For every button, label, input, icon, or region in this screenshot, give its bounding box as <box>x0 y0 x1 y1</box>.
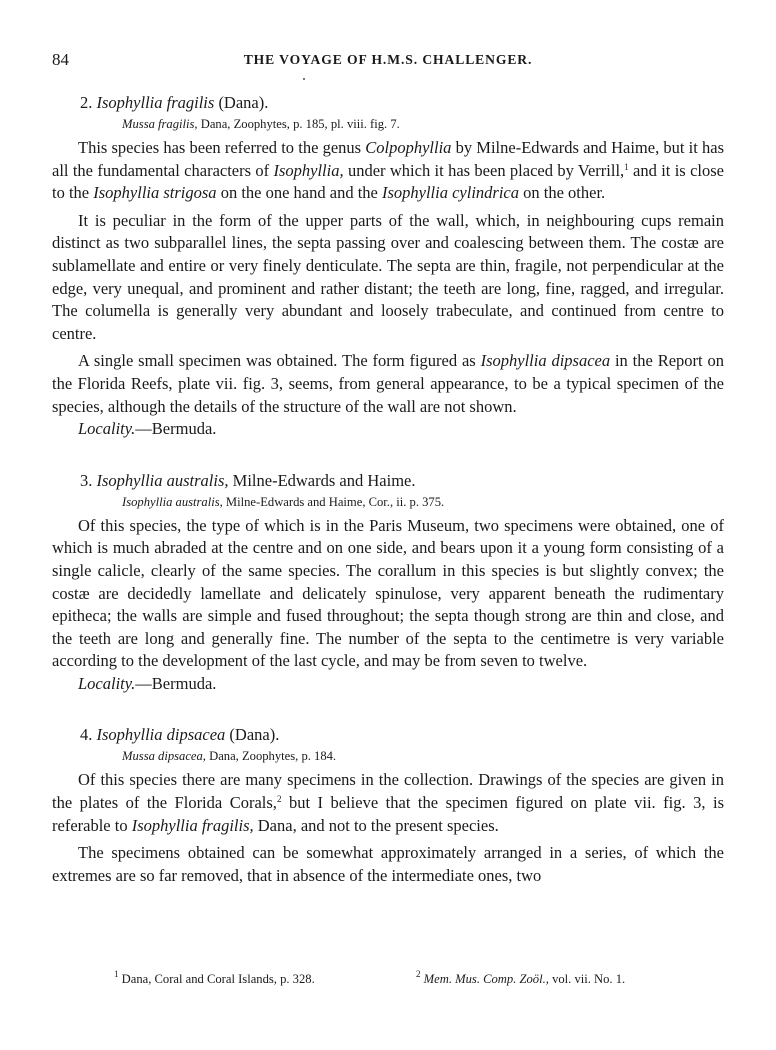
running-head <box>52 50 724 72</box>
running-title: THE VOYAGE OF H.M.S. CHALLENGER. <box>243 52 533 67</box>
page-body <box>52 92 724 887</box>
paragraph: It is peculiar in the form of the upper parts of the wall, which, in neighbouring cups remain distinct as two subparallel lines, the septa passing over and coalescing between them. The costæ are sublamellate and entire or very finely denticulate. The septa are thin, fragile, not perpendicular at the edge, very unequal, and prominent and rather distant; the teeth are long, fine, ragged, and irregular. The columella is generally very abundant and loosely trabeculate, and continued from centre to centre. <box>52 210 724 343</box>
species-heading-dipsacea: 4. Isophyllia dipsacea (Dana). <box>80 725 280 745</box>
paragraph: A single small specimen was obtained. The form figured as Isophyllia dipsacea in the Report on the Florida Reefs, plate vii. fig. 3, seems, from general appearance, to be a typical specimen of the species, although the details of the structure of the wall are not shown. <box>52 351 724 416</box>
locality-line: Locality.—Bermuda. <box>78 673 217 693</box>
species-heading-fragilis: 2. Isophyllia fragilis (Dana). <box>80 93 269 112</box>
footnote-ref: 2 <box>276 794 282 805</box>
paragraph: Of this species, the type of which is in the Paris Museum, two specimens were obtained, one of which is much abraded at the centre and on one side, and bears upon it a young form consisting of a single calicle, clearly of the same species. The corallum in this species is but slightly convex; the costæ are decidedly lamellate and delicately spinulose, very apparent beneath the rudimentary epitheca; the walls are simple and fused throughout; the septa though strong are thin and close, and the teeth are long and generally fine. The number of the septa to the centimetre is very variable according to the development of the last cycle, and may be from seven to twelve. <box>52 515 724 671</box>
page-number: 84 <box>52 50 69 69</box>
synonym-line: Mussa fragilis, Dana, Zoophytes, p. 185, pl. viii. fig. 7. <box>122 117 400 131</box>
locality-line: Locality.—Bermuda. <box>78 419 217 439</box>
species-heading-australis: 3. Isophyllia australis, Milne-Edwards and Haime. <box>80 470 416 490</box>
footnote-1: $^1$ Dana, Coral and Coral Islands, p. 328. <box>114 969 315 986</box>
footnote-ref: 1 <box>624 161 629 172</box>
print-speck <box>303 78 305 80</box>
paragraph: This species has been referred to the genus Colpophyllia by Milne-Edwards and Haime, but it has all the fundamental characters of Isophyllia, under which it has been placed by Verrill,$^1$ and it is close to the Isophyllia strigosa on the one hand and the Isophyllia cylindrica on the other. <box>52 138 724 203</box>
footnote-2: $^2$ Mem. Mus. Comp. Zoöl., vol. vii. No. 1. <box>416 969 626 986</box>
paragraph: Of this species there are many specimens in the collection. Drawings of the species are given in the plates of the Florida Corals,$^2$ but I believe that the specimen figured on plate vii. fig. 3, is referable to Isophyllia fragilis, Dana, and not to the present species. <box>52 770 724 835</box>
synonym-line: Isophyllia australis, Milne-Edwards and Haime, Cor., ii. p. 375. <box>122 494 445 509</box>
synonym-line: Mussa dipsacea, Dana, Zoophytes, p. 184. <box>122 749 337 764</box>
paragraph: The specimens obtained can be somewhat approximately arranged in a series, of which the extremes are so far removed, that in absence of the intermediate ones, two <box>52 843 724 885</box>
